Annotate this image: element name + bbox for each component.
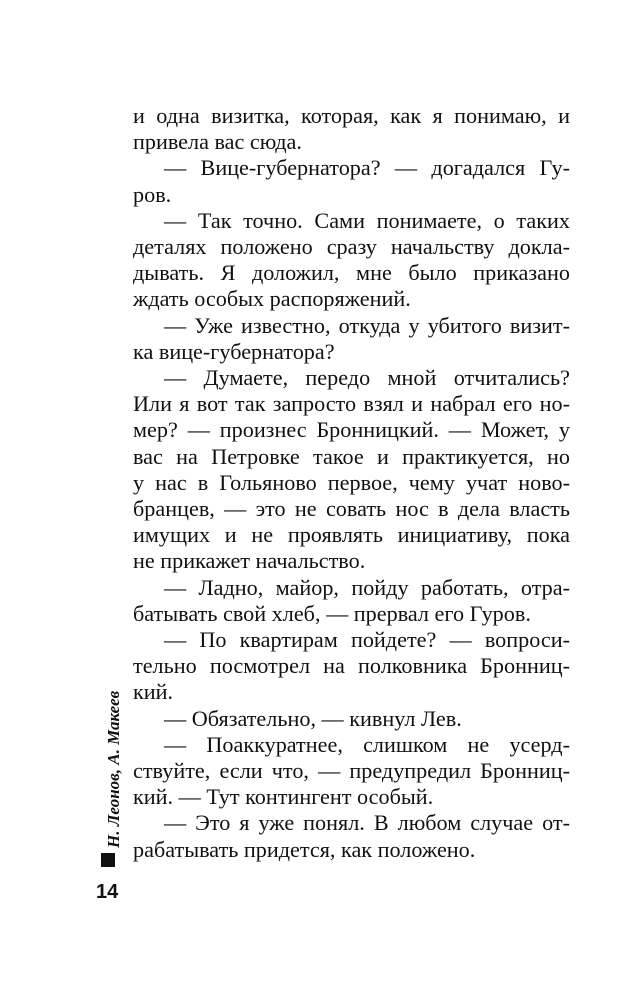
page-number: 14 <box>96 881 119 903</box>
text-line: мер? — произнес Бронницкий. — Может, у <box>133 417 570 443</box>
text-line: — Поаккуратнее, слишком не усерд- <box>164 731 570 757</box>
text-line: не прикажет начальство. <box>133 548 366 574</box>
text-line: ров. <box>133 181 172 207</box>
header-square-marker <box>101 853 115 867</box>
text-line: батывать свой хлеб, — прервал его Гуров. <box>133 600 531 626</box>
text-line: Или я вот так запросто взял и набрал его но- <box>133 391 570 417</box>
text-line: привела вас сюда. <box>133 129 302 155</box>
text-line: и одна визитка, которая, как я понимаю, и <box>133 103 570 128</box>
text-line: ка вице-губернатора? <box>133 338 335 364</box>
text-line: ждать особых распоряжений. <box>133 286 411 312</box>
text-line: — По квартирам пойдете? — вопроси- <box>164 627 570 653</box>
text-line: — Думаете, передо мной отчитались? <box>164 365 570 391</box>
text-line: кий. — Тут контингент особый. <box>133 784 434 810</box>
text-line: — Уже известно, откуда у убитого визит- <box>164 312 570 338</box>
text-line: имущих и не проявлять инициативу, пока <box>133 522 570 548</box>
text-line: — Вице-губернатора? — догадался Гу- <box>164 155 570 181</box>
text-line: — Ладно, майор, пойду работать, отра- <box>164 574 570 600</box>
text-line: рабатывать придется, как положено. <box>133 836 476 862</box>
text-line: — Так точно. Сами понимаете, о таких <box>164 207 570 233</box>
text-line: тельно посмотрел на полковника Бронниц- <box>133 653 570 679</box>
text-line: ствуйте, если что, — предупредил Бронниц- <box>133 758 570 784</box>
body-text <box>133 103 570 863</box>
text-line: дывать. Я доложил, мне было приказано <box>133 260 570 286</box>
text-line: — Обязательно, — кивнул Лев. <box>164 705 462 731</box>
text-line: деталях положено сразу начальству доклa- <box>133 234 570 260</box>
text-line: кий. <box>133 679 174 705</box>
text-line: у нас в Гольяново первое, чему учат ново- <box>133 469 570 495</box>
text-line: бранцев, — это не совать нос в дела власть <box>133 496 570 522</box>
text-line: вас на Петровке такое и практикуется, но <box>133 443 570 469</box>
text-line: — Это я уже понял. В любом случае от- <box>164 810 570 836</box>
running-header-authors: Н. Леонов, А. Макеев <box>104 690 123 848</box>
